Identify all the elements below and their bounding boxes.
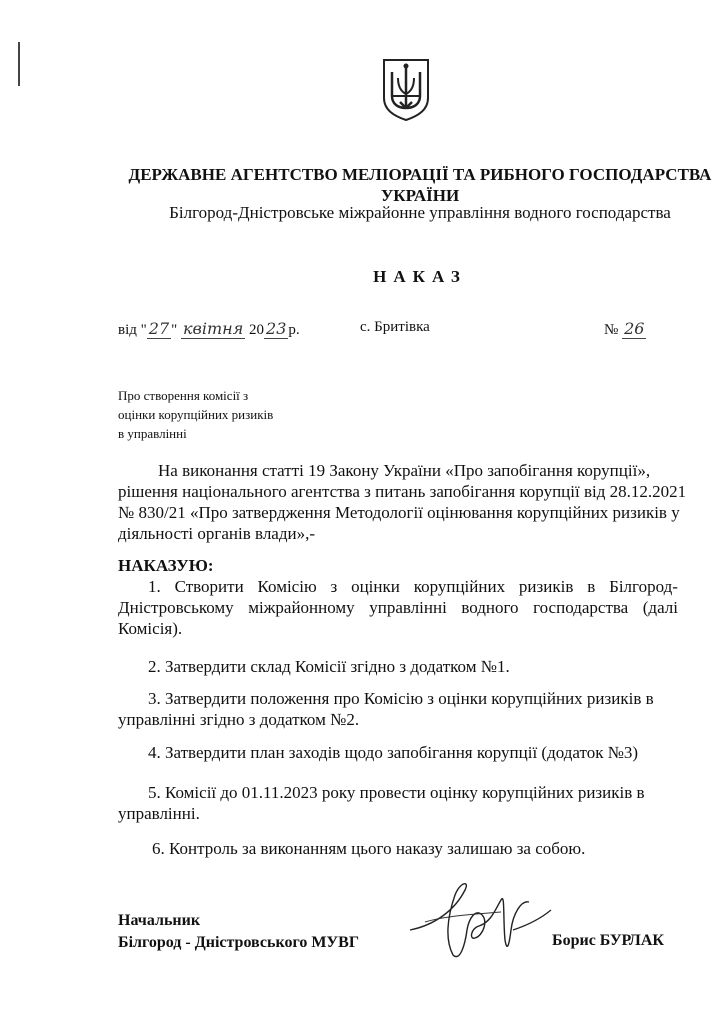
order-directive-heading: НАКАЗУЮ: xyxy=(118,556,214,575)
preamble-line: діяльності органів влади»,- xyxy=(118,524,316,543)
signatory-block xyxy=(118,910,359,954)
item-5-line-2: управлінні. xyxy=(118,804,200,823)
agency-title-line-1: ДЕРЖАВНЕ АГЕНТСТВО МЕЛІОРАЦІЇ ТА РИБНОГО ГОСПОДАРСТВА xyxy=(128,165,712,184)
item-word: оцінки xyxy=(351,577,400,596)
order-place: с. Бритівка xyxy=(360,319,430,335)
date-quote: " xyxy=(171,322,178,338)
item-word: Білгород- xyxy=(609,577,678,596)
number-value: 26 xyxy=(624,319,645,338)
item-word: водного xyxy=(461,598,519,617)
item-2-text: 2. Затвердити склад Комісії згідно з додатком №1. xyxy=(148,657,510,676)
item-3-line-2: управлінні згідно з додатком №2. xyxy=(118,710,360,729)
item-word: господарства xyxy=(533,598,629,617)
agency-title xyxy=(100,164,728,206)
preamble-line: На виконання статті 19 Закону України «Про запобігання корупції», xyxy=(158,461,651,480)
subject-line: оцінки корупційних ризиків xyxy=(118,407,274,422)
item-word: Комісію xyxy=(257,577,317,596)
item-3-line-1: 3. Затвердити положення про Комісію з оцінки корупційних ризиків в xyxy=(148,689,654,708)
date-year-prefix: 20 xyxy=(249,322,265,338)
order-subject xyxy=(118,386,358,443)
date-day: 27 xyxy=(148,319,170,338)
number-prefix: № xyxy=(604,322,619,338)
preamble xyxy=(118,460,687,544)
item-word: Створити xyxy=(174,577,244,596)
item-6-text: 6. Контроль за виконанням цього наказу залишаю за собою. xyxy=(152,839,586,858)
item-1-line-2 xyxy=(118,597,678,618)
subject-line: в управлінні xyxy=(118,426,187,441)
item-word: Дністровському xyxy=(118,598,234,617)
item-word: в xyxy=(587,577,596,596)
coat-of-arms-icon xyxy=(382,58,430,122)
department-name: Білгород-Дністровське міжрайонне управління водного господарства xyxy=(169,203,671,222)
item-word: управлінні xyxy=(369,598,447,617)
order-date xyxy=(118,319,300,339)
date-prefix: від " xyxy=(118,322,147,338)
order-item-5 xyxy=(118,782,678,824)
signatory-position: Начальник xyxy=(118,912,201,929)
item-word: з xyxy=(330,577,338,596)
order-item-4 xyxy=(118,742,678,763)
document-type-title: НАКАЗ xyxy=(373,267,467,286)
item-4-text: 4. Затвердити план заходів щодо запобігання корупції (додаток №3) xyxy=(148,743,639,762)
item-word: корупційних xyxy=(413,577,506,596)
signatory-name: Борис БУРЛАК xyxy=(552,932,665,949)
item-word: (далі xyxy=(642,598,678,617)
order-number xyxy=(604,319,646,339)
item-5-line-1: 5. Комісії до 01.11.2023 року провести оцінку корупційних ризиків в xyxy=(148,783,645,802)
date-year-end: р. xyxy=(288,322,300,338)
order-item-1 xyxy=(118,576,678,639)
order-item-3 xyxy=(118,688,678,730)
date-month: квітня xyxy=(183,319,244,338)
item-word: 1. xyxy=(148,577,161,596)
item-word: міжрайонному xyxy=(248,598,355,617)
item-1-line-3: Комісія). xyxy=(118,619,183,638)
preamble-line: № 830/21 «Про затвердження Методології оцінювання корупційних ризиків у xyxy=(118,503,680,522)
handwritten-signature xyxy=(405,870,555,965)
signatory-organization: Білгород - Дністровського МУВГ xyxy=(118,934,360,951)
agency-title-line-2: УКРАЇНИ xyxy=(380,186,460,205)
subject-line: Про створення комісії з xyxy=(118,388,249,403)
item-word: ризиків xyxy=(518,577,574,596)
order-item-6 xyxy=(118,838,678,859)
preamble-line: рішення національного агентства з питань запобігання корупції від 28.12.2021 xyxy=(118,482,687,501)
item-1-line-1 xyxy=(118,576,678,597)
scan-edge-mark xyxy=(18,42,20,86)
order-item-2 xyxy=(118,656,678,677)
date-year-suffix: 23 xyxy=(266,319,287,338)
